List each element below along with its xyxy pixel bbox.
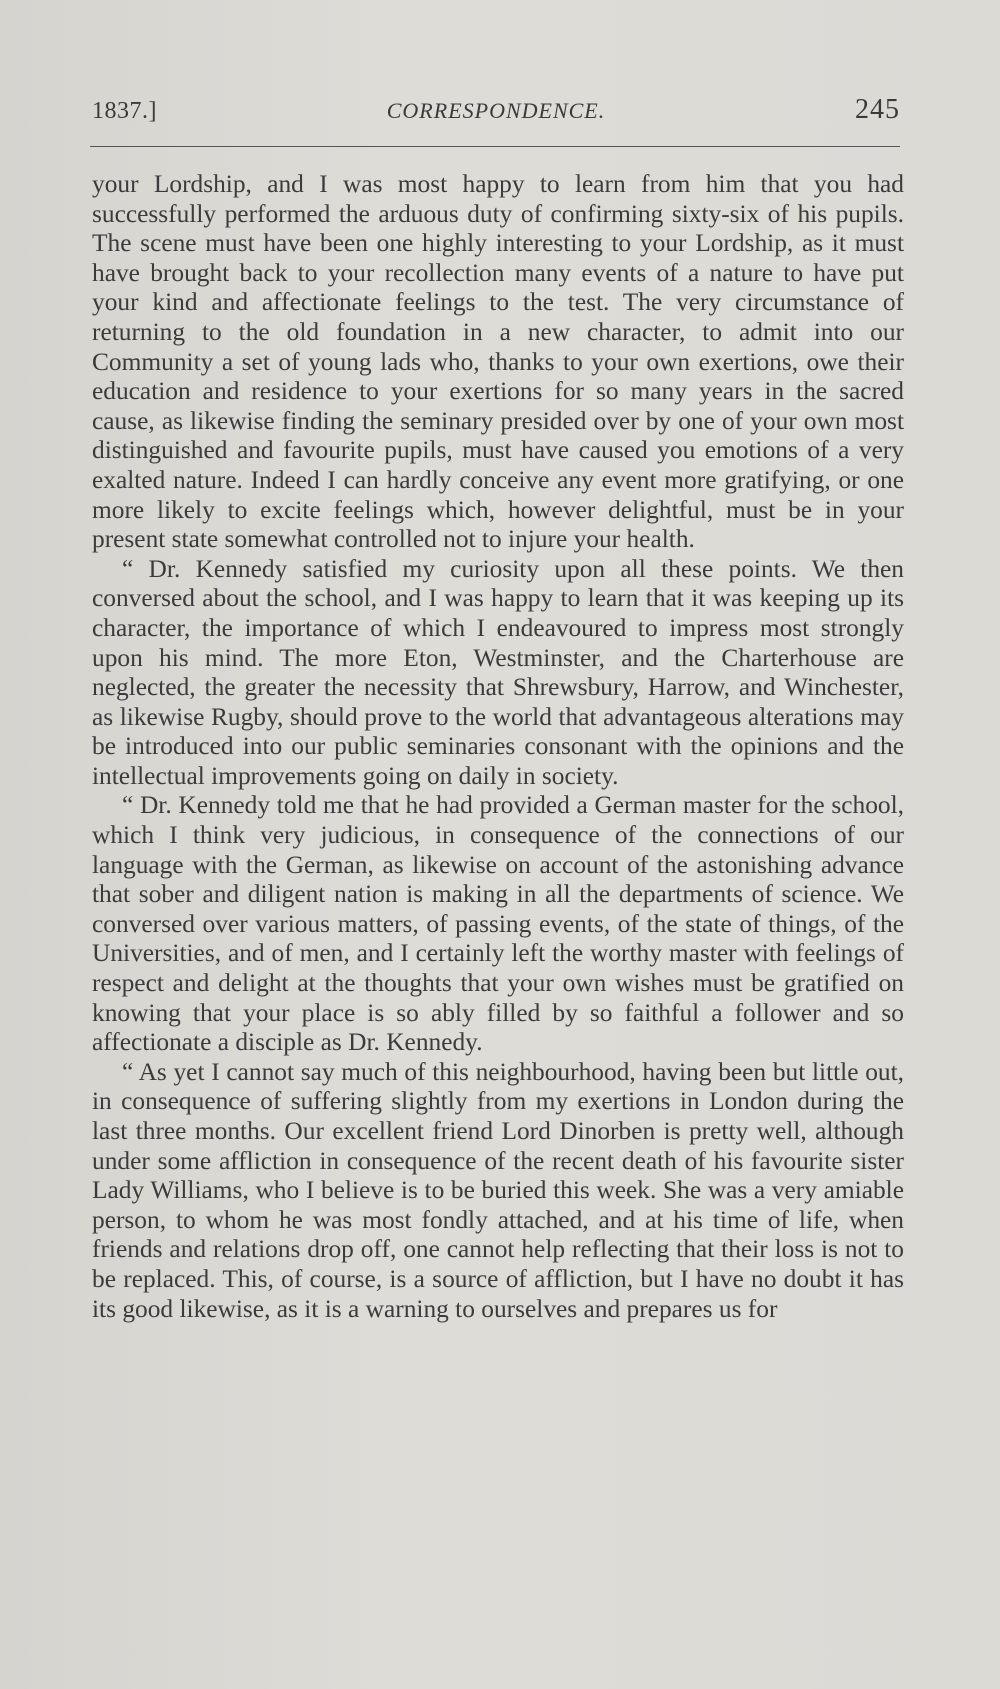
paragraph-1: your Lordship, and I was most happy to learn from him that you had successfully performed the arduous duty of confirming sixty-six of his pupils. The scene must have been one highly interesting to your Lordship, as it must have brought back to your recollection many events of a nature to have put your kind and affectionate feelings to the test. The very circumstance of returning to the old foundation in a new character, to admit into our Community a set of young lads who, thanks to your own exertions, owe their education and residence to your exertions for so many years in the sacred cause, as likewise finding the seminary presided over by one of your own most distinguished and favourite pupils, must have caused you emotions of a very exalted nature. Indeed I can hardly conceive any event more gratifying, or one more likely to excite feelings which, however delightful, must be in your present state somewhat controlled not to injure your health. (92, 170, 904, 554)
paragraph-3: “ Dr. Kennedy told me that he had provided a German master for the school, which I think very judicious, in consequence of the connections of our language with the German, as likewise on account of the astonishing advance that sober and diligent nation is making in all the departments of science. We conversed over various matters, of passing events, of the state of things, of the Universities, and of men, and I certainly left the worthy master with feelings of respect and delight at the thoughts that your own wishes must be gratified on knowing that your place is so ably filled by so faithful a follower and so affectionate a disciple as Dr. Kennedy. (92, 791, 904, 1057)
paragraph-2: “ Dr. Kennedy satisfied my curiosity upon all these points. We then conversed about the school, and I was happy to learn that it was keeping up its character, the importance of which I endeavoured to impress most strongly upon his mind. The more Eton, Westminster, and the Charterhouse are neglected, the greater the necessity that Shrewsbury, Harrow, and Winchester, as likewise Rugby, should prove to the world that advantageous alterations may be introduced into our public seminaries consonant with the opinions and the intellectual improvements going on daily in society. (92, 554, 904, 790)
body-text (92, 170, 904, 1324)
header-title: CORRESPONDENCE. (386, 98, 606, 123)
header-rule (90, 146, 900, 147)
page-number: 245 (855, 94, 900, 125)
running-head (92, 92, 900, 132)
header-year: 1837.] (92, 98, 157, 124)
paragraph-4: “ As yet I cannot say much of this neighbourhood, having been but little out, in consequence of suffering slightly from my exertions in London during the last three months. Our excellent friend Lord Dinorben is pretty well, although under some affliction in consequence of the recent death of his favourite sister Lady Williams, who I believe is to be buried this week. She was a very amiable person, to whom he was most fondly attached, and at his time of life, when friends and relations drop off, one cannot help reflecting that their loss is not to be replaced. This, of course, is a source of affliction, but I have no doubt it has its good likewise, as it is a warning to ourselves and prepares us for (92, 1057, 904, 1323)
